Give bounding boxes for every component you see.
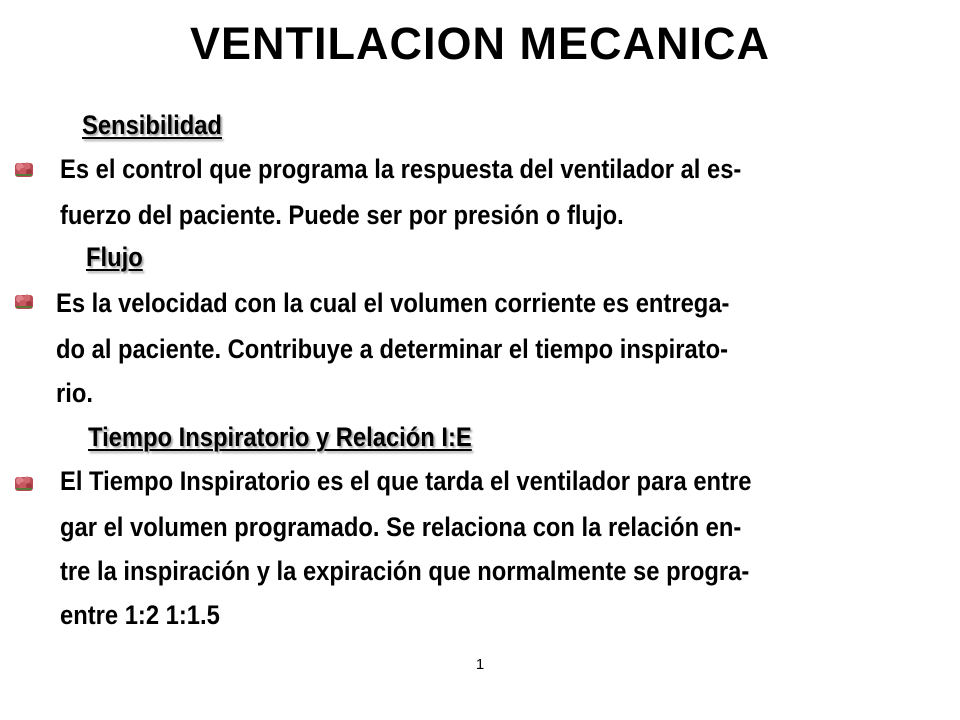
section-line: El Tiempo Inspiratorio es el que tarda el ventilador para entre [60,466,752,496]
section-heading-flujo: Flujo [86,242,143,272]
slide-title: VENTILACION MECANICA [190,18,770,69]
section-heading-sensibilidad: Sensibilidad [82,110,222,140]
section-line: rio. [56,378,93,408]
section-line: entre 1:2 1:1.5 [60,600,220,630]
flower-bullet-icon [14,160,34,178]
section-line: Es la velocidad con la cual el volumen corriente es entrega- [56,288,730,318]
section-line: gar el volumen programado. Se relaciona con la relación en- [60,512,742,542]
page-number: 1 [475,656,485,673]
section-line: tre la inspiración y la expiración que normalmente se progra- [60,556,750,586]
flower-bullet-icon [14,474,34,492]
section-line: fuerzo del paciente. Puede ser por presión o flujo. [60,200,624,230]
section-line: do al paciente. Contribuye a determinar el tiempo inspirato- [56,334,729,364]
flower-bullet-icon [14,292,34,310]
section-line: Es el control que programa la respuesta del ventilador al es- [60,154,742,184]
section-heading-tiempo-inspiratorio: Tiempo Inspiratorio y Relación I:E [88,422,472,452]
